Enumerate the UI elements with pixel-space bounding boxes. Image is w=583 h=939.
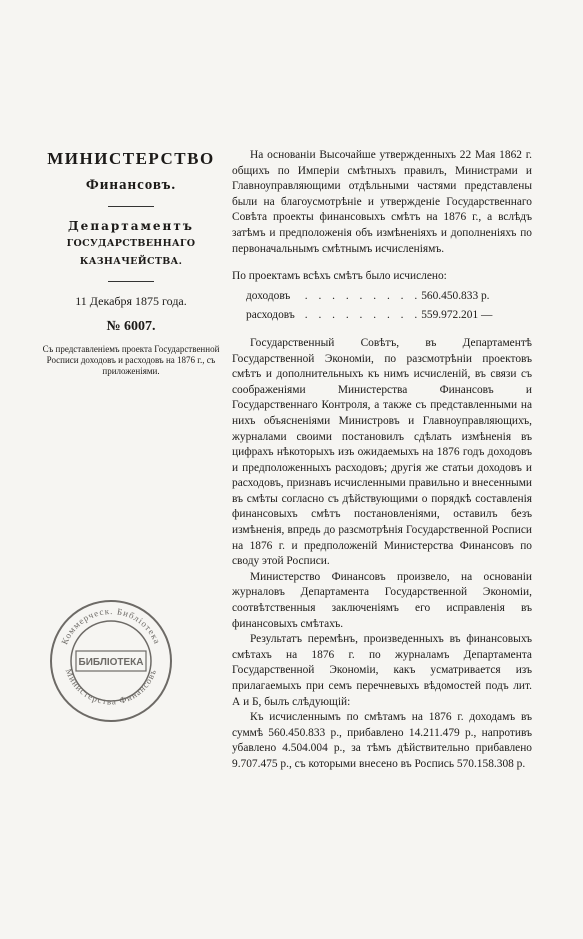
expense-label: расходовъ [246,309,295,322]
department-subtitle-line2: КАЗНАЧЕЙСТВА. [79,256,183,267]
ministry-title-line2: Финансовъ. [85,177,177,193]
leader-dots: . . . . . . . . . [304,309,422,322]
document-number: № 6007. [106,319,156,334]
paragraph-1: На основаніи Высочайше утвержденныхъ 22 Мая 1862 г. общихъ по Имперіи смѣтныхъ правилъ, Министрами и Главноуправляющими отдѣльными частями представлены были на благоусмотрѣніе и утвержденіе Государственнаго Совѣта проекты финансовыхъ смѣтъ на 1876 г., а вслѣдъ затѣмъ и предположенія объ измѣненіяхъ и дополненіяхъ по первоначальнымъ смѣтнымъ исчисленіямъ. [232,149,532,255]
department-subtitle: ГОСУДАРСТВЕННАГО [66,238,196,249]
leader-dots: . . . . . . . . . [304,289,422,302]
paragraph-4: Результатъ перемѣнъ, произведенныхъ въ финансовыхъ смѣтахъ на 1876 г. по журналамъ Департамента Государственной Экономіи, какъ усматривается изъ прилагаемыхъ при семъ перечневыхъ вѣдомостей подъ лит. А и Б, былъ слѣдующій: [232,633,532,708]
stamp-center-text: БИБЛІОТЕКА [78,657,144,668]
ministry-title: МИНИСТЕРСТВО [47,149,215,168]
expense-value: 559.972.201 — [421,309,493,322]
department-title: Департаментъ [68,219,194,233]
document-date: 11 Декабря 1875 года. [75,294,187,308]
document-note: Съ представленіемъ проекта Государственной Росписи доходовъ и расходовъ на 1876 г., съ приложеніями. [42,344,220,376]
library-stamp [46,593,176,723]
left-header-column [40,148,222,377]
stamp-top-text: Коммерческ. Библіотека [59,605,163,646]
expense-row [246,308,532,324]
divider [108,206,154,207]
main-text-column [232,148,532,773]
stamp-bottom-text: Министерства Финансовъ [63,667,159,707]
figures-heading: По проектамъ всѣхъ смѣтъ было исчислено: [232,270,447,283]
income-label: доходовъ [246,289,291,302]
income-value: 560.450.833 р. [421,289,490,302]
paragraph-5: Къ исчисленнымъ по смѣтамъ на 1876 г. доходамъ въ суммѣ 560.450.833 р., прибавлено 14.211.479 р., напротивъ убавлено 4.504.004 р., за тѣмъ дѣйствительно прибавлено 9.707.475 р., съ которыми внесено въ Роспись 570.158.308 р. [232,711,532,770]
paragraph-2: Государственный Совѣтъ, въ Департаментѣ Государственной Экономіи, по разсмотрѣніи проектовъ смѣтъ и дополнительныхъ къ нимъ исчисленій, въ связи съ соображеніями Министерства Финансовъ и Государственнаго Контроля, а также съ представленными на нихъ объясненіями Министровъ и Главноуправляющихъ, журналами своими постановилъ сдѣлать измѣненія въ цифрахъ нѣкоторыхъ изъ ожидаемыхъ на 1876 годъ доходовъ и предположенныхъ расходовъ; другія же статьи доходовъ и расходовъ, признавъ исчисленными правильно и внесенными въ смѣты согласно съ дѣйствующими о порядкѣ составленія финансовыхъ смѣтъ постановленіями, оставилъ безъ измѣненія, впредь до разсмотрѣнія Государственной Росписи на 1876 г. и предположеній Министерства Финансовъ по своду этой Росписи. [232,336,532,568]
svg-text:Министерства Финансовъ [64,667,159,706]
divider [108,281,154,282]
paragraph-3: Министерство Финансовъ произвело, на основаніи журналовъ Департамента Государственной Экономіи, соотвѣтственныя заключеніямъ его исправленія въ финансовыхъ смѣтахъ. [232,570,532,630]
income-row [246,289,532,305]
